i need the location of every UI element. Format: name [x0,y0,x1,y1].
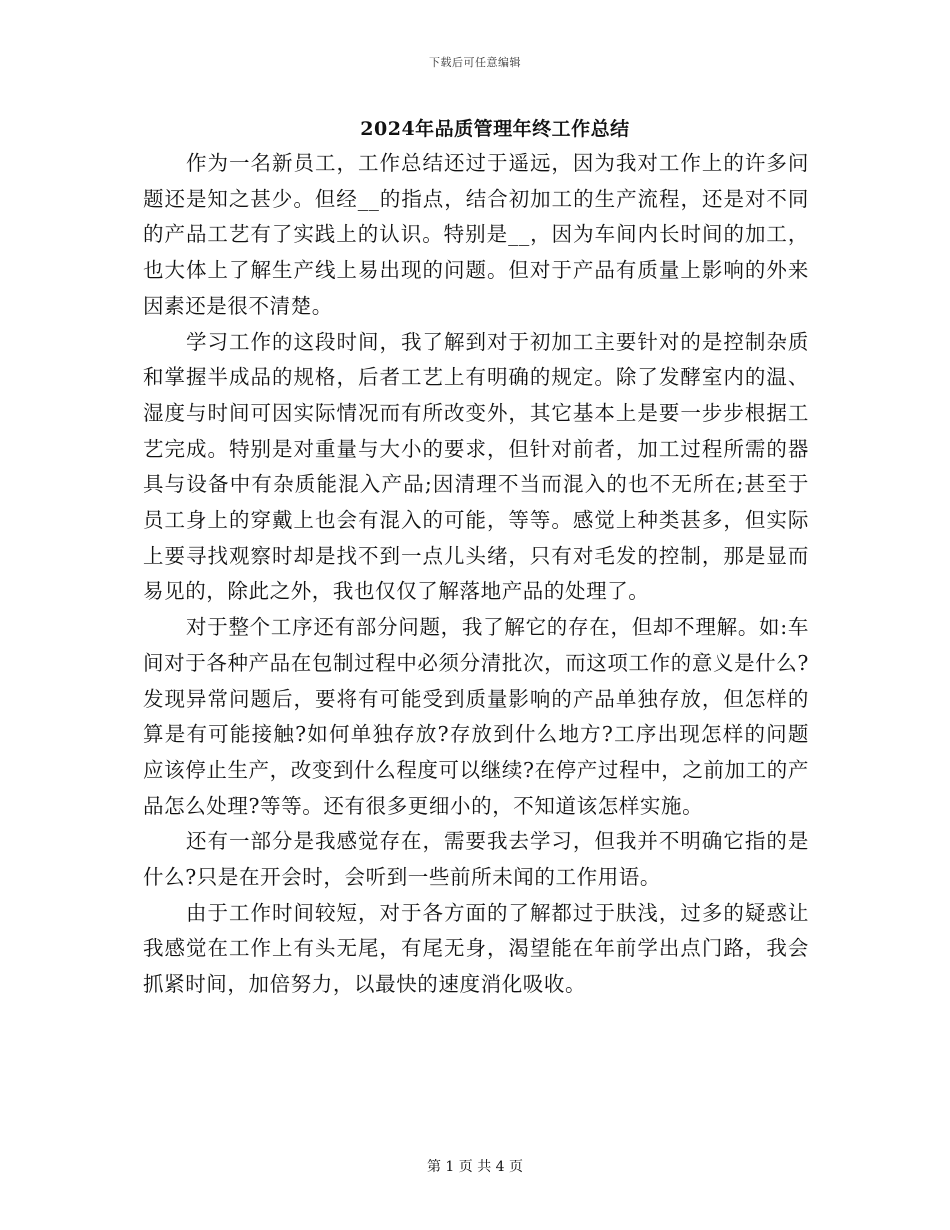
header-note: 下载后可任意编辑 [429,56,521,69]
document-body [143,146,809,1003]
paragraph: 由于工作时间较短，对于各方面的了解都过于肤浅，过多的疑惑让我感觉在工作上有头无尾，有尾无身，渴望能在年前学出点门路，我会抓紧时间，加倍努力，以最快的速度消化吸收。 [143,900,809,997]
paragraph: 还有一部分是我感觉存在，需要我去学习，但我并不明确它指的是什么?只是在开会时，会听到一些前所未闻的工作用语。 [143,829,809,890]
paragraph: 学习工作的这段时间，我了解到对于初加工主要针对的是控制杂质和掌握半成品的规格，后者工艺上有明确的规定。除了发酵室内的温、湿度与时间可因实际情况而有所改变外，其它基本上是要一步步根据工艺完成。特别是对重量与大小的要求，但针对前者，加工过程所需的器具与设备中有杂质能混入产品;因清理不当而混入的也不无所在;甚至于员工身上的穿戴上也会有混入的可能，等等。感觉上种类甚多，但实际上要寻找观察时却是找不到一点儿头绪，只有对毛发的控制，那是显而易见的，除此之外，我也仅仅了解落地产品的处理了。 [143,329,809,604]
paragraph: 对于整个工序还有部分问题，我了解它的存在，但却不理解。如:车间对于各种产品在包制过程中必须分清批次，而这项工作的意义是什么?发现异常问题后，要将有可能受到质量影响的产品单独存放，但怎样的算是有可能接触?如何单独存放?存放到什么地方?工序出现怎样的问题应该停止生产，改变到什么程度可以继续?在停产过程中，之前加工的产品怎么处理?等等。还有很多更细小的，不知道该怎样实施。 [143,615,809,818]
document-title: 2024年品质管理年终工作总结 [360,118,630,140]
page-number-footer: 第 1 页 共 4 页 [426,1159,524,1175]
paragraph: 作为一名新员工，工作总结还过于遥远，因为我对工作上的许多问题还是知之甚少。但经__的指点，结合初加工的生产流程，还是对不同的产品工艺有了实践上的认识。特别是__，因为车间内长时间的加工，也大体上了解生产线上易出现的问题。但对于产品有质量上影响的外来因素还是很不清楚。 [143,151,809,318]
